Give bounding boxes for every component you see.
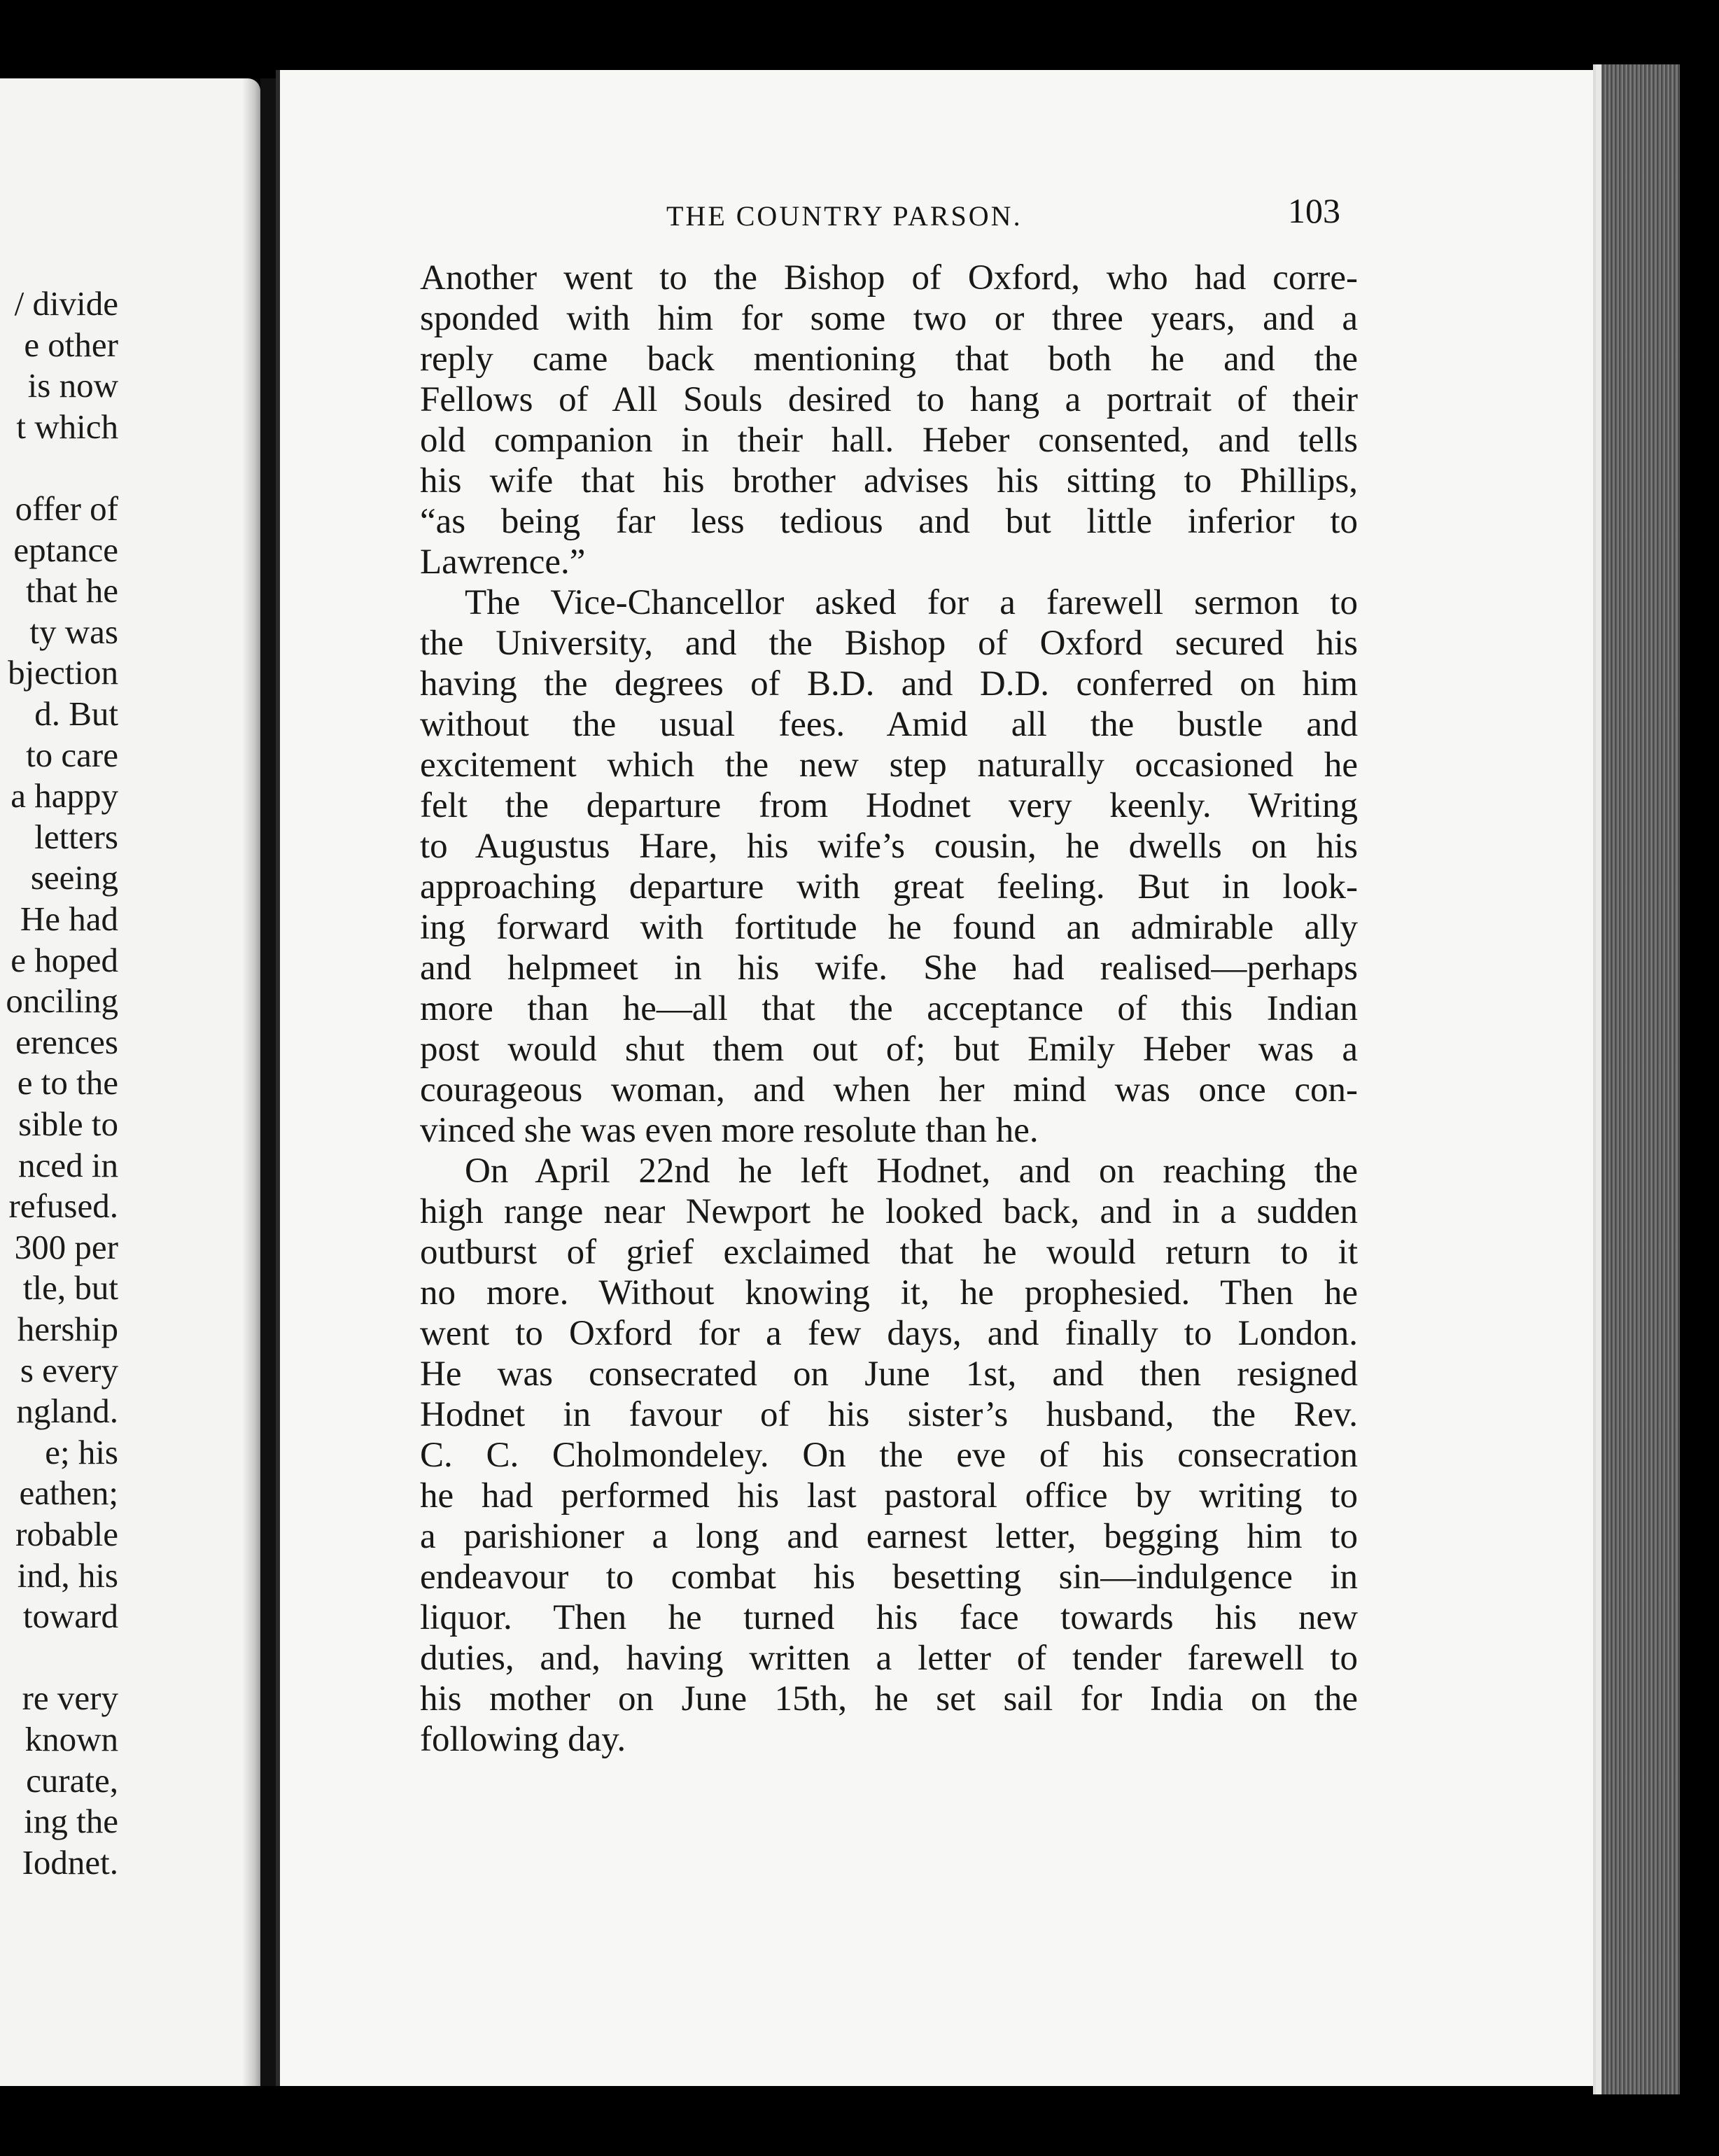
right-page [276, 70, 1593, 2086]
text-line: Lawrence.” [420, 542, 586, 582]
left-page-line-fragment: hership [17, 1310, 118, 1348]
left-page-line-fragment: sible to [18, 1105, 118, 1143]
left-page-line-fragment: e other [24, 325, 118, 364]
text-line: felt the departure from Hodnet very keenly. Writing [420, 786, 1358, 825]
text-line: On April 22nd he left Hodnet, and on reaching the [465, 1152, 1358, 1191]
left-page-line-fragment: ind, his [17, 1555, 118, 1595]
left-page-line-fragment: 300 per [14, 1227, 118, 1266]
text-line: He was consecrated on June 1st, and then resigned [420, 1354, 1358, 1394]
left-page-line-fragment: / divide [14, 284, 118, 323]
left-page-line-fragment: erences [15, 1022, 118, 1061]
text-line: reply came back mentioning that both he and the [420, 340, 1358, 379]
left-page-line-fragment: offer of [15, 489, 118, 528]
text-line: following day. [420, 1720, 626, 1759]
left-page-line-fragment: Iodnet. [22, 1842, 118, 1882]
gutter-shadow [242, 78, 260, 2086]
text-line: excitement which the new step naturally occasioned he [420, 746, 1358, 785]
text-line: C. C. Cholmondeley. On the eve of his consecration [420, 1436, 1358, 1475]
left-page-line-fragment: s every [20, 1350, 118, 1390]
text-line: the University, and the Bishop of Oxford secured his [420, 624, 1358, 663]
page-edges-stack [1593, 64, 1680, 2094]
text-line: went to Oxford for a few days, and finally to London. [420, 1314, 1358, 1353]
text-line: Fellows of All Souls desired to hang a portrait of their [420, 380, 1358, 419]
left-page-line-fragment: seeing [30, 858, 118, 897]
text-line: a parishioner a long and earnest letter, begging him to [420, 1517, 1358, 1556]
text-line: more than he—all that the acceptance of this Indian [420, 989, 1358, 1028]
left-page-line-fragment: letters [34, 817, 118, 856]
left-page-line-fragment: known [24, 1720, 118, 1758]
text-line: no more. Without knowing it, he prophesied. Then he [420, 1273, 1358, 1312]
text-line: The Vice-Chancellor asked for a farewell sermon to [465, 583, 1358, 622]
left-page-line-fragment: toward [22, 1597, 118, 1636]
left-page-line-fragment: ty was [29, 612, 118, 651]
text-line: his wife that his brother advises his sitting to Phillips, [420, 461, 1358, 500]
left-page-line-fragment: bjection [8, 653, 118, 692]
left-page-line-fragment: a happy [10, 776, 118, 816]
text-line: duties, and, having written a letter of tender farewell to [420, 1639, 1358, 1678]
text-line: “as being far less tedious and but little inferior to [420, 502, 1358, 541]
text-line: outburst of grief exclaimed that he would return to it [420, 1233, 1358, 1272]
left-page-line-fragment: eptance [13, 530, 118, 569]
text-line: old companion in their hall. Heber consented, and tells [420, 421, 1358, 460]
page-edge-highlight [1596, 64, 1601, 2094]
left-page-line-fragment: ngland. [16, 1392, 118, 1431]
text-line: having the degrees of B.D. and D.D. conferred on him [420, 664, 1358, 704]
left-page-line-fragment: nced in [18, 1145, 118, 1184]
left-page-line-fragment: that he [26, 571, 118, 610]
left-page-line-fragment: He had [20, 899, 118, 938]
text-line: high range near Newport he looked back, and in a sudden [420, 1192, 1358, 1231]
text-line: his mother on June 15th, he set sail for India on the [420, 1679, 1358, 1718]
left-page-line-fragment: robable [15, 1515, 118, 1553]
left-page-line-fragment: t which [16, 407, 118, 446]
text-line: endeavour to combat his besetting sin—indulgence in [420, 1558, 1358, 1597]
book-spine-gutter [260, 78, 276, 2086]
left-facing-page [0, 78, 260, 2086]
left-page-line-fragment: refused. [8, 1186, 118, 1226]
left-page-line-fragment: re very [22, 1679, 118, 1718]
left-page-line-fragment: ing the [24, 1802, 118, 1841]
text-line: ing forward with fortitude he found an admirable ally [420, 908, 1358, 947]
left-page-line-fragment: onciling [6, 981, 118, 1021]
left-page-line-fragment: e to the [17, 1063, 118, 1102]
text-line: vinced she was even more resolute than he. [420, 1111, 1039, 1150]
text-line: without the usual fees. Amid all the bustle and [420, 705, 1358, 744]
text-line: approaching departure with great feeling. But in look- [420, 867, 1358, 906]
left-page-line-fragment: to care [26, 735, 118, 774]
text-line: post would shut them out of; but Emily Heber was a [420, 1030, 1358, 1069]
text-line: Hodnet in favour of his sister’s husband, the Rev. [420, 1395, 1358, 1434]
left-page-line-fragment: e hoped [10, 940, 118, 979]
text-line: courageous woman, and when her mind was once con- [420, 1070, 1358, 1110]
text-line: liquor. Then he turned his face towards his new [420, 1598, 1358, 1637]
text-line: and helpmeet in his wife. She had realised—perhaps [420, 948, 1358, 988]
left-page-line-fragment: d. But [34, 694, 118, 733]
text-line: sponded with him for some two or three years, and a [420, 299, 1358, 338]
left-page-line-fragment: e; his [45, 1432, 118, 1471]
body-text [420, 258, 1358, 1760]
left-page-line-fragment: curate, [26, 1760, 118, 1800]
text-line: Another went to the Bishop of Oxford, who had corre- [420, 258, 1358, 298]
left-page-line-fragment: is now [27, 366, 118, 405]
text-line: he had performed his last pastoral office by writing to [420, 1476, 1358, 1516]
left-page-line-fragment: tle, but [22, 1268, 118, 1308]
text-line: to Augustus Hare, his wife’s cousin, he dwells on his [420, 827, 1358, 866]
page-number: 103 [1288, 191, 1340, 230]
running-head: THE COUNTRY PARSON. [666, 200, 1023, 232]
left-page-line-fragment: eathen; [19, 1474, 118, 1513]
